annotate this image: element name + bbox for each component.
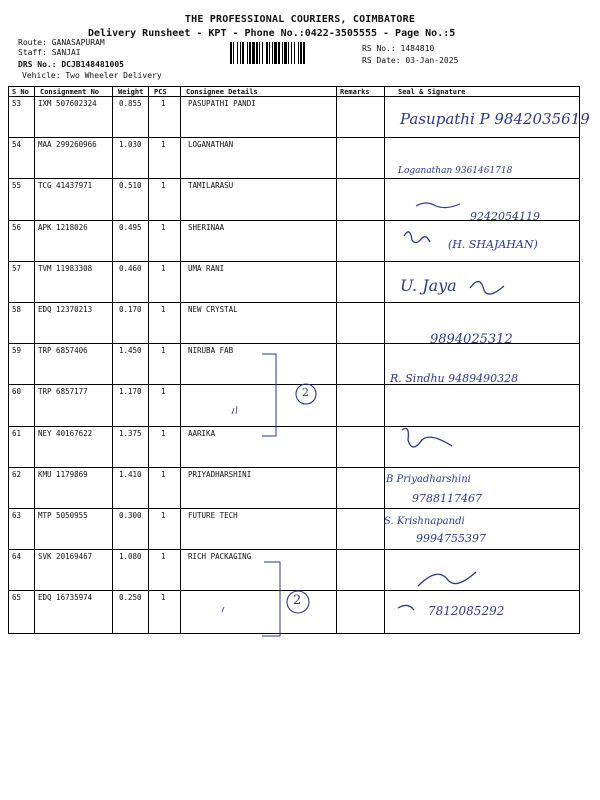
cell-sno: 65 — [12, 593, 22, 602]
rs-date: RS Date: 03-Jan-2025 — [362, 56, 459, 65]
cell-pcs: 1 — [161, 99, 166, 108]
cell-pcs: 1 — [161, 223, 166, 232]
signature-60: R. Sindhu 9489490328 — [390, 372, 519, 385]
cell-consignee: PRIYADHARSHINI — [188, 470, 252, 479]
signature-55: 9242054119 — [470, 210, 540, 223]
cell-sno: 53 — [12, 99, 22, 108]
cell-consignment: SVK 20169467 — [38, 552, 93, 561]
cell-consignment: TVM 11983308 — [38, 264, 93, 273]
cell-weight: 1.410 — [119, 470, 142, 479]
cell-sno: 56 — [12, 223, 22, 232]
cell-consignee: NEW CRYSTAL — [188, 305, 238, 314]
column-header-consignee: Consignee Details — [186, 88, 258, 96]
vehicle-label: Vehicle: Two Wheeler Delivery — [22, 71, 162, 80]
cell-weight: 0.855 — [119, 99, 142, 108]
column-header-remarks: Remarks — [340, 88, 370, 96]
cell-sno: 62 — [12, 470, 22, 479]
cell-sno: 57 — [12, 264, 22, 273]
cell-weight: 0.510 — [119, 181, 142, 190]
cell-weight: 0.250 — [119, 593, 142, 602]
column-header-consignment: Consignment No — [40, 88, 100, 96]
group-mark-top: 2 — [302, 386, 309, 399]
staff-label: Staff: SANJAI — [18, 48, 81, 57]
company-title: THE PROFESSIONAL COURIERS, COIMBATORE — [184, 14, 416, 25]
column-header-signature: Seal & Signature — [398, 88, 466, 96]
cell-consignee: PASUPATHI PANDI — [188, 99, 256, 108]
runsheet-subtitle: Delivery Runsheet - KPT - Phone No.:0422-3505555 - Page No.:5 — [88, 28, 456, 39]
cell-sno: 54 — [12, 140, 22, 149]
signature-56: (H. SHAJAHAN) — [448, 238, 538, 251]
cell-weight: 1.030 — [119, 140, 142, 149]
cell-consignment: MTP 5050955 — [38, 511, 88, 520]
signature-63-phone: 9994755397 — [416, 532, 486, 545]
signature-57: U. Jaya — [400, 276, 457, 295]
cell-sno: 58 — [12, 305, 22, 314]
cell-sno: 60 — [12, 387, 22, 396]
cell-pcs: 1 — [161, 264, 166, 273]
group-mark-bottom: 2 — [293, 593, 302, 608]
signature-54: Loganathan 9361461718 — [398, 166, 513, 176]
cell-consignee: AARIKA — [188, 429, 216, 438]
cell-consignment: IXM 507602324 — [38, 99, 97, 108]
cell-pcs: 1 — [161, 552, 166, 561]
cell-pcs: 1 — [161, 346, 166, 355]
cell-consignment: MAA 299260966 — [38, 140, 97, 149]
cell-weight: 1.375 — [119, 429, 142, 438]
cell-weight: 1.080 — [119, 552, 142, 561]
cell-sno: 61 — [12, 429, 22, 438]
cell-consignee: SHERINAA — [188, 223, 225, 232]
cell-consignee: TAMILARASU — [188, 181, 234, 190]
cell-sno: 64 — [12, 552, 22, 561]
cell-pcs: 1 — [161, 305, 166, 314]
cell-consignment: TRP 6857406 — [38, 346, 88, 355]
cell-consignee: LOGANATHAN — [188, 140, 234, 149]
cell-weight: 0.300 — [119, 511, 142, 520]
cell-pcs: 1 — [161, 470, 166, 479]
cell-consignee: FUTURE TECH — [188, 511, 238, 520]
cell-pcs: 1 — [161, 140, 166, 149]
signature-62-name: B Priyadharshini — [386, 474, 471, 485]
cell-weight: 1.450 — [119, 346, 142, 355]
cell-weight: 0.170 — [119, 305, 142, 314]
signature-65-phone: 7812085292 — [428, 604, 505, 618]
column-header-pcs: PCS — [154, 88, 167, 96]
cell-consignment: NEY 40167622 — [38, 429, 93, 438]
cell-consignment: KMU 1179869 — [38, 470, 88, 479]
cell-consignment: EDQ 12370213 — [38, 305, 93, 314]
cell-pcs: 1 — [161, 387, 166, 396]
signature-53: Pasupathi P 9842035619 — [400, 110, 590, 128]
column-header-weight: Weight — [118, 88, 144, 96]
cell-sno: 55 — [12, 181, 22, 190]
cell-pcs: 1 — [161, 511, 166, 520]
cell-consignment: APK 1218026 — [38, 223, 88, 232]
cell-weight: 0.460 — [119, 264, 142, 273]
cell-weight: 0.495 — [119, 223, 142, 232]
route-label: Route: GANASAPURAM — [18, 38, 105, 47]
cell-pcs: 1 — [161, 429, 166, 438]
drs-number: DRS No.: DCJB148481005 — [18, 60, 124, 69]
signature-63-name: S. Krishnapandi — [384, 516, 465, 527]
rs-number: RS No.: 1484810 — [362, 44, 435, 53]
column-header-sno: S No — [12, 88, 29, 96]
signature-62-phone: 9788117467 — [412, 492, 482, 505]
cell-sno: 59 — [12, 346, 22, 355]
cell-consignment: TRP 6857177 — [38, 387, 88, 396]
cell-consignee: UMA RANI — [188, 264, 225, 273]
cell-sno: 63 — [12, 511, 22, 520]
cell-pcs: 1 — [161, 593, 166, 602]
cell-consignment: TCG 41437971 — [38, 181, 93, 190]
signature-58: 9894025312 — [430, 332, 513, 347]
cell-pcs: 1 — [161, 181, 166, 190]
cell-weight: 1.170 — [119, 387, 142, 396]
cell-consignee: NIRUBA FAB — [188, 346, 234, 355]
cell-consignment: EDQ 16735974 — [38, 593, 93, 602]
cell-consignee: RICH PACKAGING — [188, 552, 252, 561]
